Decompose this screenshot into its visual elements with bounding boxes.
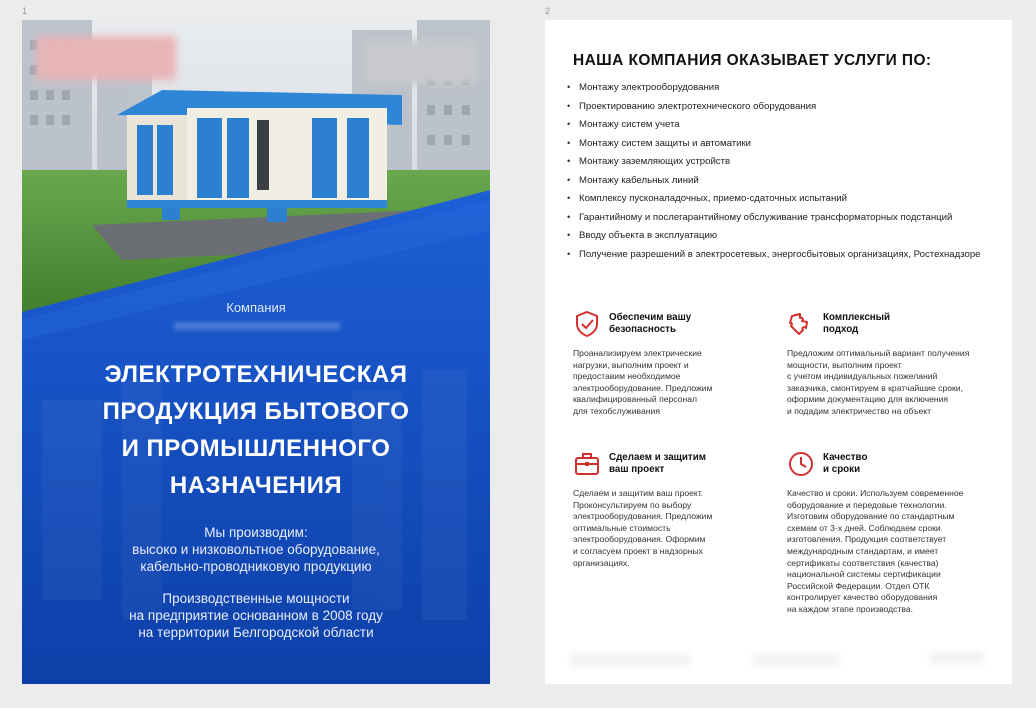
feature-body [787, 348, 969, 418]
produce-text [22, 524, 490, 575]
substation-image [117, 90, 402, 222]
feature-title-line: и сроки [823, 464, 861, 475]
list-item: • Монтажу кабельных линий [567, 175, 987, 187]
capacity-text [22, 590, 490, 641]
list-item: • Проектированию электротехнического оборудования [567, 101, 987, 113]
feature-title [609, 312, 691, 336]
feature-project [573, 450, 773, 590]
feature-body-line: контролирует качество оборудования [787, 592, 938, 603]
feature-title-line: Сделаем и защитим [609, 452, 706, 463]
feature-body [573, 348, 712, 418]
list-item: • Монтажу электрооборудования [567, 82, 987, 94]
services-list [567, 82, 987, 267]
feature-body-line: нагрузки, выполним проект и [573, 359, 689, 370]
feature-body-line: Предложим оптимальный вариант получения [787, 348, 970, 358]
services-heading: НАША КОМПАНИЯ ОКАЗЫВАЕТ УСЛУГИ ПО: [573, 52, 932, 69]
feature-body-line: заказчика, смонтируем в кратчайшие сроки, [787, 382, 963, 393]
puzzle-icon [787, 310, 815, 338]
capacity-line: на территории Белгородской области [138, 625, 374, 640]
list-item: • Монтажу систем защиты и автоматики [567, 138, 987, 150]
company-name-blurred [174, 322, 340, 330]
feature-title-line: Обеспечим вашу [609, 312, 692, 323]
footer-contact-blurred [753, 654, 839, 666]
feature-body-line: для техобслуживания [573, 405, 661, 416]
feature-body-line: Качество и сроки. Используем современное [787, 488, 964, 498]
cover-page[interactable] [22, 20, 490, 684]
company-label: Компания [226, 300, 286, 315]
feature-title-line: Комплексный [823, 312, 891, 323]
feature-body-line: организациях. [573, 557, 630, 568]
cover-title-line: НАЗНАЧЕНИЯ [169, 472, 343, 499]
feature-body-line: сертификаты соответствия (качества) [787, 557, 939, 568]
list-item: • Гарантийному и послегарантийному обслуживание трансформаторных подстанций [567, 212, 987, 224]
produce-line: Мы производим: [204, 525, 308, 540]
clock-icon [787, 450, 815, 478]
feature-title-line: подход [823, 324, 859, 335]
feature-body-line: Российской Федерации. Отдел ОТК [787, 580, 930, 591]
feature-body-line: национальной системы сертификации [787, 569, 941, 580]
cover-title-line: ЭЛЕКТРОТЕХНИЧЕСКАЯ [104, 361, 408, 388]
feature-body-line: на каждом этапе производства. [787, 603, 914, 614]
feature-body-line: оформим документацию для включения [787, 394, 949, 405]
briefcase-icon [573, 450, 601, 478]
cover-title-line: ПРОДУКЦИЯ БЫТОВОГО [102, 398, 410, 425]
capacity-line: Производственные мощности [162, 591, 350, 606]
list-item: • Комплексу пусконаладочных, приемо-сдаточных испытаний [567, 193, 987, 205]
feature-body-line: схемам от 3-х дней. Соблюдаем сроки [787, 522, 941, 533]
feature-quality [787, 450, 1007, 650]
cover-photo [22, 20, 490, 684]
feature-body-line: международным стандартам, и имеет [787, 545, 939, 556]
cover-title-line: И ПРОМЫШЛЕННОГО [121, 435, 391, 462]
feature-body-line: предоставим необходимое [573, 371, 681, 382]
page-number-1: 1 [22, 6, 28, 16]
feature-body-line: Проанализируем электрические [573, 348, 702, 358]
list-item: • Получение разрешений в электросетевых, энергосбытовых организациях, Ростехнадзоре [567, 249, 987, 261]
feature-title [609, 452, 706, 476]
feature-body-line: квалифицированный персонал [573, 394, 698, 405]
page-number-2: 2 [545, 6, 551, 16]
list-item: • Вводу объекта в эксплуатацию [567, 230, 987, 242]
feature-body-line: оборудование и передовые технологии. [787, 499, 947, 510]
cover-title [22, 356, 490, 504]
footer-contact-blurred [930, 652, 984, 664]
feature-complex [787, 310, 1007, 430]
feature-body-line: и согласуем проект в надзорных [573, 545, 703, 556]
produce-line: кабельно-проводниковую продукцию [140, 559, 372, 574]
feature-title [823, 452, 867, 476]
list-item: • Монтажу систем учета [567, 119, 987, 131]
feature-body-line: с учетом индивидуальных пожеланий [787, 371, 938, 382]
produce-line: высоко и низковольтное оборудование, [132, 542, 380, 557]
feature-body-line: изготовления. Продукция соответствует [787, 534, 947, 545]
feature-body-line: и подадим электричество на объект [787, 405, 932, 416]
feature-body-line: Изготовим оборудование по стандартным [787, 511, 955, 522]
logo-right-blurred [364, 40, 478, 84]
feature-body-line: электрооборудования. Оформим [573, 534, 706, 545]
feature-title [823, 312, 890, 336]
feature-body-line: электрооборудования. Предложим [573, 511, 713, 522]
feature-body-line: электрооборудование. Предложим [573, 382, 713, 393]
services-page[interactable] [545, 20, 1012, 684]
logo-left-blurred [36, 36, 176, 80]
feature-body-line: Проконсультируем по выбору [573, 499, 692, 510]
feature-title-line: безопасность [609, 324, 676, 335]
footer-contact-blurred [570, 654, 690, 666]
feature-body-line: мощности, выполним проект [787, 359, 902, 370]
feature-title-line: Качество [823, 452, 868, 463]
feature-safety [573, 310, 773, 430]
feature-body [787, 488, 963, 616]
feature-body-line: Сделаем и защитим ваш проект. [573, 488, 704, 498]
capacity-line: на предприятие основанном в 2008 году [129, 608, 383, 623]
feature-body-line: оптимальные стоимость [573, 522, 671, 533]
shield-icon [573, 310, 601, 338]
feature-body [573, 488, 712, 569]
feature-title-line: ваш проект [609, 464, 665, 475]
list-item: • Монтажу заземляющих устройств [567, 156, 987, 168]
